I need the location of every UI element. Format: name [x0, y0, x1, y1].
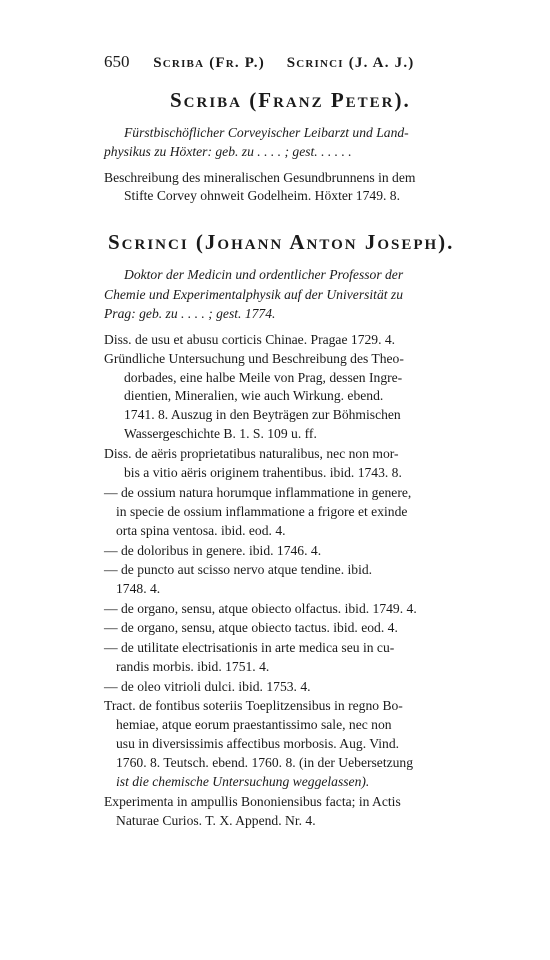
entry-title-scrinci: Scrinci (Johann Anton Joseph).	[108, 230, 455, 254]
work-line: Beschreibung des mineralischen Gesundbrunnens in dem	[104, 170, 416, 185]
work-line: 1748. 4.	[116, 581, 161, 596]
work-line: Gründliche Untersuchung und Beschreibung des Theo-	[104, 351, 404, 366]
work-line: 1741. 8. Auszug in den Beyträgen zur Böhmischen	[124, 407, 401, 422]
work-line: — de ossium natura horumque inflammatione in genere,	[104, 485, 412, 500]
work-line: hemiae, atque eorum praestantissimo sale, nec non	[116, 717, 392, 732]
work-line: usu in diversissimis affectibus morbosis. Aug. Vind.	[116, 736, 400, 751]
page-number: 650	[104, 52, 130, 71]
work-line: — de doloribus in genere. ibid. 1746. 4.	[104, 543, 322, 558]
entry-role-line: Doktor der Medicin und ordentlicher Professor der	[124, 267, 404, 282]
running-header	[104, 52, 524, 72]
work-line: Naturae Curios. T. X. Append. Nr. 4.	[116, 813, 316, 828]
running-head-right: Scrinci (J. A. J.)	[286, 55, 415, 71]
work-line: — de organo, sensu, atque obiecto olfactus. ibid. 1749. 4.	[104, 601, 417, 616]
work-line: — de puncto aut scisso nervo atque tendine. ibid.	[104, 562, 373, 577]
work-line: — de utilitate electrisationis in arte medica seu in cu-	[104, 640, 395, 655]
work-line: Stifte Corvey ohnweit Godelheim. Höxter 1749. 8.	[124, 188, 400, 203]
work-line: Tract. de fontibus soteriis Toeplitzensibus in regno Bo-	[104, 698, 403, 713]
work-line: Diss. de aëris proprietatibus naturalibus, nec non mor-	[104, 446, 399, 461]
work-line: bis a vitio aëris originem trahentibus. ibid. 1743. 8.	[124, 465, 402, 480]
entry-title-scriba: Scriba (Franz Peter).	[170, 88, 411, 112]
entry-role-line: Fürstbischöflicher Corveyischer Leibarzt und Land-	[124, 125, 409, 140]
work-line: randis morbis. ibid. 1751. 4.	[116, 659, 270, 674]
work-line: — de organo, sensu, atque obiecto tactus. ibid. eod. 4.	[104, 620, 398, 635]
work-line: Wassergeschichte B. 1. S. 109 u. ff.	[124, 426, 317, 441]
entry-role-line: Prag: geb. zu . . . . ; gest. 1774.	[104, 306, 276, 321]
work-line: Diss. de usu et abusu corticis Chinae. Pragae 1729. 4.	[104, 332, 396, 347]
entry-role-line: Chemie und Experimentalphysik auf der Universität zu	[104, 287, 404, 302]
work-line: dorbades, eine halbe Meile von Prag, dessen Ingre-	[124, 370, 403, 385]
work-line: in specie de ossium inflammatione a frigore et exinde	[116, 504, 408, 519]
work-line: orta spina ventosa. ibid. eod. 4.	[116, 523, 286, 538]
work-line: dientien, Mineralien, wie auch Wirkung. ebend.	[124, 388, 384, 403]
work-line: ist die chemische Untersuchung weggelassen).	[116, 774, 370, 789]
work-line: — de oleo vitrioli dulci. ibid. 1753. 4.	[104, 679, 311, 694]
work-line: Experimenta in ampullis Bononiensibus facta; in Actis	[104, 794, 401, 809]
running-head-left: Scriba (Fr. P.)	[153, 55, 265, 71]
entry-role-line: physikus zu Höxter: geb. zu . . . . ; gest. . . . . .	[104, 144, 352, 159]
work-line: 1760. 8. Teutsch. ebend. 1760. 8. (in der Uebersetzung	[116, 755, 414, 770]
